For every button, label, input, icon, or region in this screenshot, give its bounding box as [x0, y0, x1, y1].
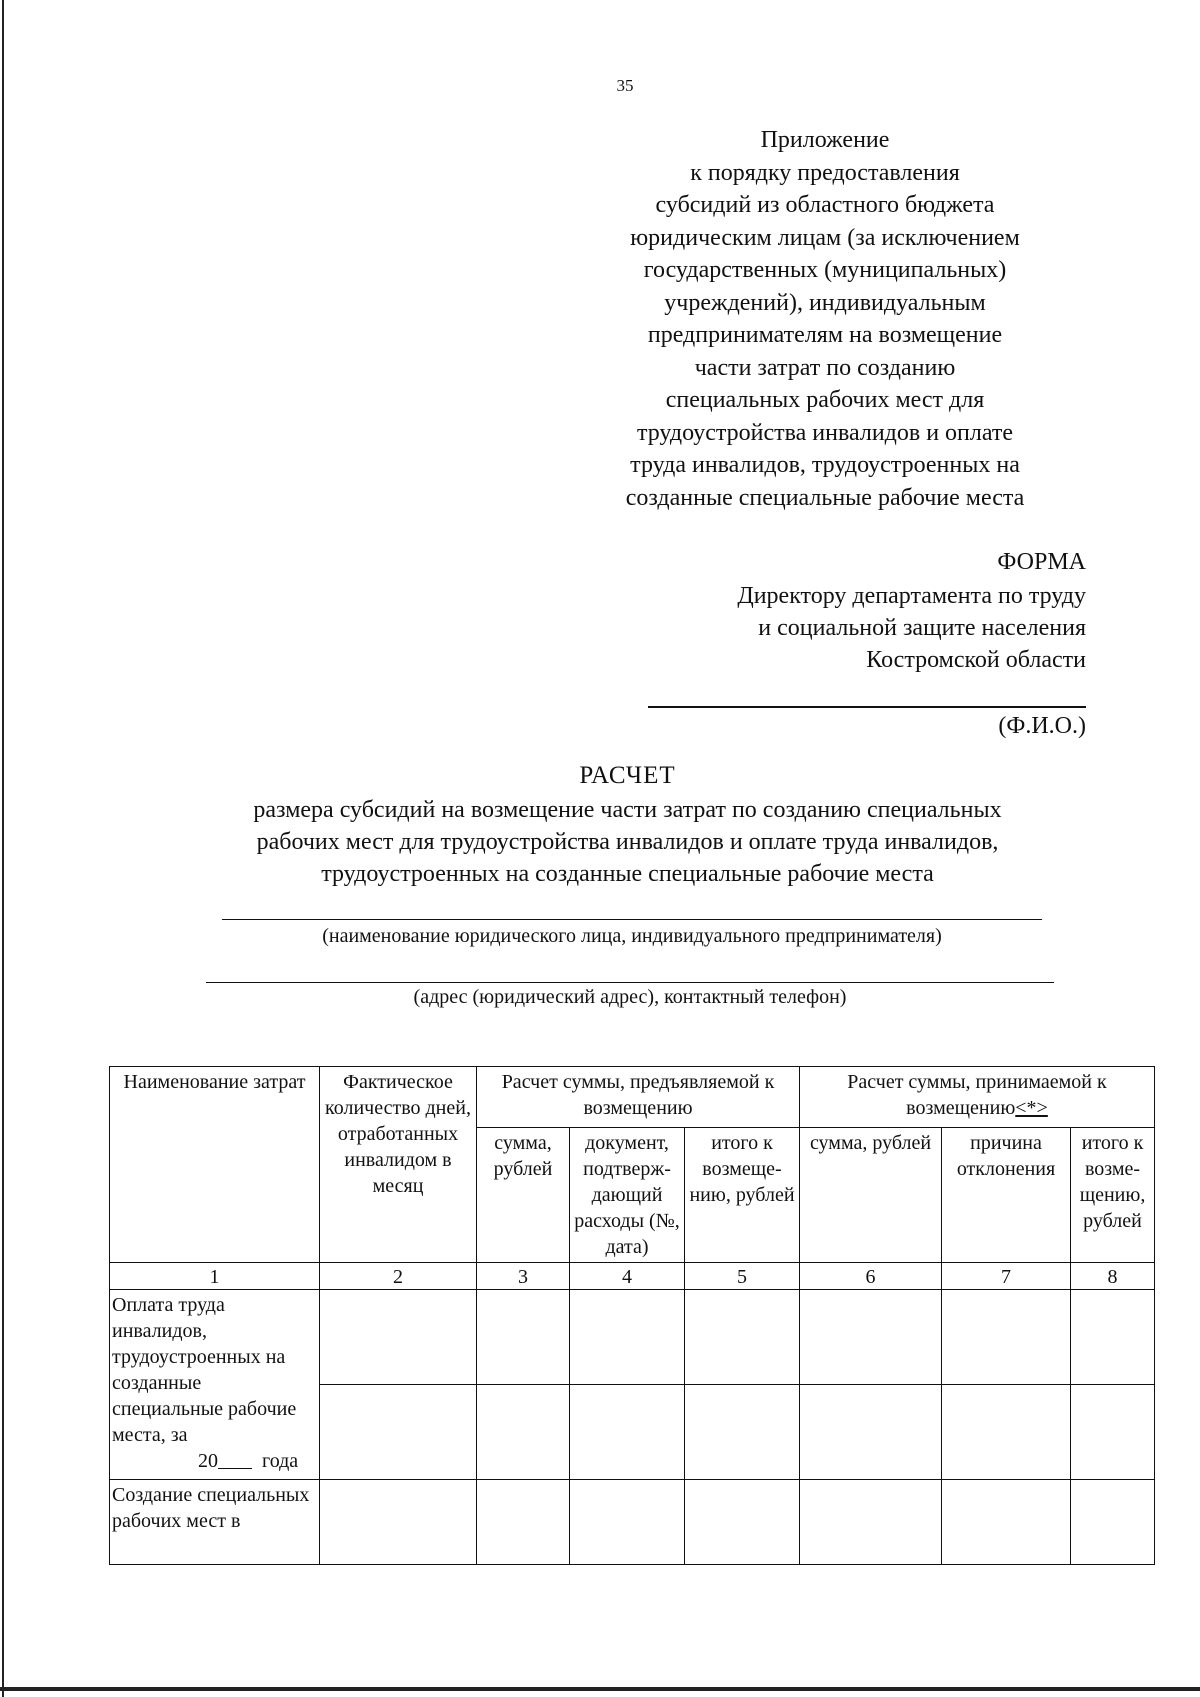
table-cell-empty — [942, 1385, 1071, 1480]
scan-edge-left — [2, 0, 4, 1697]
table-cell-empty — [685, 1290, 800, 1385]
table-cell-empty — [800, 1290, 942, 1385]
address-caption: (адрес (юридический адрес), контактный телефон) — [413, 986, 847, 1008]
table-cell-empty — [685, 1385, 800, 1480]
table-cell-empty — [1071, 1385, 1155, 1480]
appendix-line: труда инвалидов, трудоустроенных на — [630, 452, 1020, 478]
appendix-line: специальных рабочих мест для — [665, 387, 985, 413]
addressee-line: Костромской области — [866, 647, 1086, 673]
table-cell-empty — [800, 1385, 942, 1480]
addressee-line: Директору департамента по труду — [737, 583, 1086, 609]
year-blank-line — [218, 1450, 252, 1469]
table-cell-empty — [1071, 1480, 1155, 1565]
subtitle-line: рабочих мест для трудоустройства инвалидов и оплате труда инвалидов, — [256, 829, 999, 855]
table-cell-empty — [1071, 1290, 1155, 1385]
header-claimed-sum: сумма, рублей — [477, 1128, 570, 1263]
fio-caption: (Ф.И.О.) — [998, 713, 1086, 739]
appendix-line: трудоустройства инвалидов и оплате — [636, 419, 1014, 446]
appendix-line: части затрат по созданию — [694, 354, 956, 381]
subtitle-line: трудоустроенных на созданные специальные рабочие места — [321, 861, 934, 887]
appendix-line: государственных (муниципальных) — [643, 257, 1007, 283]
table-cell-empty — [320, 1480, 477, 1565]
subtitle-line: размера субсидий на возмещение части затрат по созданию специальных — [253, 797, 1002, 823]
table-cell-empty — [685, 1480, 800, 1565]
table-cell-empty — [477, 1385, 570, 1480]
row-creation-label: Создание специальных рабочих мест в — [110, 1480, 320, 1565]
appendix-line: созданные специальные рабочие места — [625, 484, 1025, 511]
scan-edge-bottom — [0, 1687, 1200, 1691]
table-cell-empty — [320, 1385, 477, 1480]
column-number: 8 — [1071, 1263, 1155, 1290]
table-cell-empty — [570, 1480, 685, 1565]
page-number: 35 — [616, 76, 634, 95]
table-cell-empty — [570, 1290, 685, 1385]
header-days-worked: Фактическое количество дней, отработанных инвалидом в месяц — [320, 1067, 477, 1263]
appendix-line: субсидий из областного бюджета — [655, 192, 995, 218]
table-cell-empty — [800, 1480, 942, 1565]
row-wages-year-suffix: года — [262, 1450, 299, 1472]
table-cell-empty — [320, 1290, 477, 1385]
document-subtitle — [100, 794, 1155, 890]
appendix-line: учреждений), индивидуальным — [664, 289, 986, 316]
footnote-mark: <*> — [1015, 1097, 1048, 1119]
row-wages-year-prefix: 20 — [198, 1450, 218, 1472]
column-number: 6 — [800, 1263, 942, 1290]
appendix-block — [575, 124, 1075, 514]
entity-name-caption: (наименование юридического лица, индивидуального предпринимателя) — [322, 925, 942, 947]
row-wages-label — [110, 1290, 320, 1480]
table-cell-empty — [942, 1480, 1071, 1565]
column-number: 2 — [320, 1263, 477, 1290]
forma-label: ФОРМА — [997, 549, 1086, 575]
header-cost-name: Наименование затрат — [110, 1067, 320, 1263]
header-accepted-sum: сумма, рублей — [800, 1128, 942, 1263]
table-cell-empty — [942, 1290, 1071, 1385]
table-cell-empty — [570, 1385, 685, 1480]
column-number: 4 — [570, 1263, 685, 1290]
address-line — [206, 982, 1054, 983]
entity-name-line — [222, 919, 1042, 920]
column-number: 3 — [477, 1263, 570, 1290]
appendix-line: предпринимателям на возмещение — [647, 322, 1003, 348]
header-rejection-reason: причина отклонения — [942, 1128, 1071, 1263]
column-number: 7 — [942, 1263, 1071, 1290]
header-accepted-group — [800, 1067, 1155, 1128]
addressee-block — [560, 580, 1086, 676]
document-title: РАСЧЕТ — [579, 762, 676, 789]
appendix-line: юридическим лицам (за исключением — [630, 224, 1020, 251]
column-number: 1 — [110, 1263, 320, 1290]
calculation-table — [109, 1066, 1155, 1565]
table-cell-empty — [477, 1290, 570, 1385]
header-claimed-group: Расчет суммы, предъявляемой к возмещению — [477, 1067, 800, 1128]
header-claimed-total: итого к возмеще-нию, рублей — [685, 1128, 800, 1263]
appendix-line: Приложение — [760, 127, 890, 153]
column-number: 5 — [685, 1263, 800, 1290]
header-accepted-text: Расчет суммы, принимаемой к возмещению — [847, 1071, 1107, 1119]
header-accepted-total: итого к возме-щению, рублей — [1071, 1128, 1155, 1263]
table-cell-empty — [477, 1480, 570, 1565]
fio-signature-line — [648, 706, 1086, 708]
addressee-line: и социальной защите населения — [758, 615, 1086, 641]
row-wages-text: Оплата труда инвалидов, трудоустроенных на созданные специальные рабочие места, за — [112, 1294, 297, 1446]
appendix-line: к порядку предоставления — [690, 159, 960, 186]
header-claimed-document: документ, подтверж-дающий расходы (№, дата) — [570, 1128, 685, 1263]
